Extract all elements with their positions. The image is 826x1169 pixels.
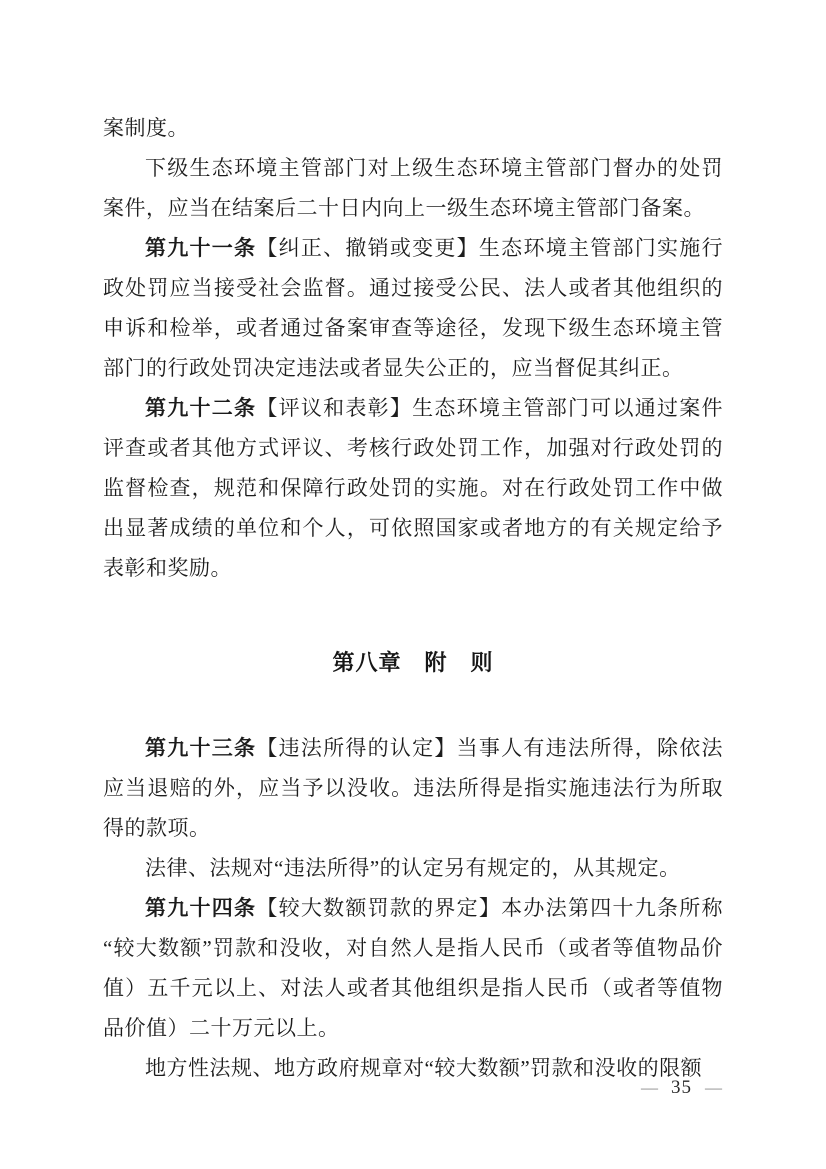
article-93-tag: 【违法所得的认定】 (256, 736, 457, 760)
article-93 (103, 728, 723, 848)
article-91-body: 生态环境主管部门实施行政处罚应当接受社会监督。通过接受公民、法人或者其他组织的申诉和检举，或者通过备案审查等途径，发现下级生态环境主管部门的行政处罚决定违法或者显失公正的，应当督促其纠正。 (103, 236, 724, 380)
article-91-number: 第九十一条 (145, 236, 257, 260)
article-91-tag: 【纠正、撤销或变更】 (256, 236, 479, 260)
article-92-body: 生态环境主管部门可以通过案件评查或者其他方式评议、考核行政处罚工作，加强对行政处罚的监督检查，规范和保障行政处罚的实施。对在行政处罚工作中做出显著成绩的单位和个人，可依照国家或者地方的有关规定给予表彰和奖励。 (103, 396, 724, 580)
footer-left-dash: — (641, 1078, 658, 1097)
footer-right-dash: — (705, 1078, 722, 1097)
article-91 (103, 228, 723, 388)
page-footer (641, 1076, 722, 1100)
paragraph-local-regulation: 地方性法规、地方政府规章对“较大数额”罚款和没收的限额 (145, 1056, 703, 1080)
article-93-body: 当事人有违法所得，除依法应当退赔的外，应当予以没收。违法所得是指实施违法行为所取得的款项。 (103, 736, 724, 840)
article-94-tag: 【较大数额罚款的界定】 (256, 896, 502, 920)
article-92-tag: 【评议和表彰】 (256, 396, 413, 420)
paragraph-filing-rule: 下级生态环境主管部门对上级生态环境主管部门督办的处罚案件，应当在结案后二十日内向上一级生态环境主管部门备案。 (103, 156, 723, 220)
article-93-number: 第九十三条 (145, 736, 257, 760)
paragraph-law-provision: 法律、法规对“违法所得”的认定另有规定的，从其规定。 (145, 856, 681, 880)
chapter-8-heading: 第八章 附 则 (332, 650, 494, 675)
article-94-body: 本办法第四十九条所称“较大数额”罚款和没收，对自然人是指人民币（或者等值物品价值）五千元以上、对法人或者其他组织是指人民币（或者等值物品价值）二十万元以上。 (103, 896, 724, 1040)
paragraph-continuation: 案制度。 (103, 116, 189, 140)
page-number: 35 (671, 1077, 692, 1098)
article-94 (103, 888, 723, 1048)
article-94-number: 第九十四条 (145, 896, 257, 920)
article-92 (103, 388, 723, 588)
article-92-number: 第九十二条 (145, 396, 257, 420)
